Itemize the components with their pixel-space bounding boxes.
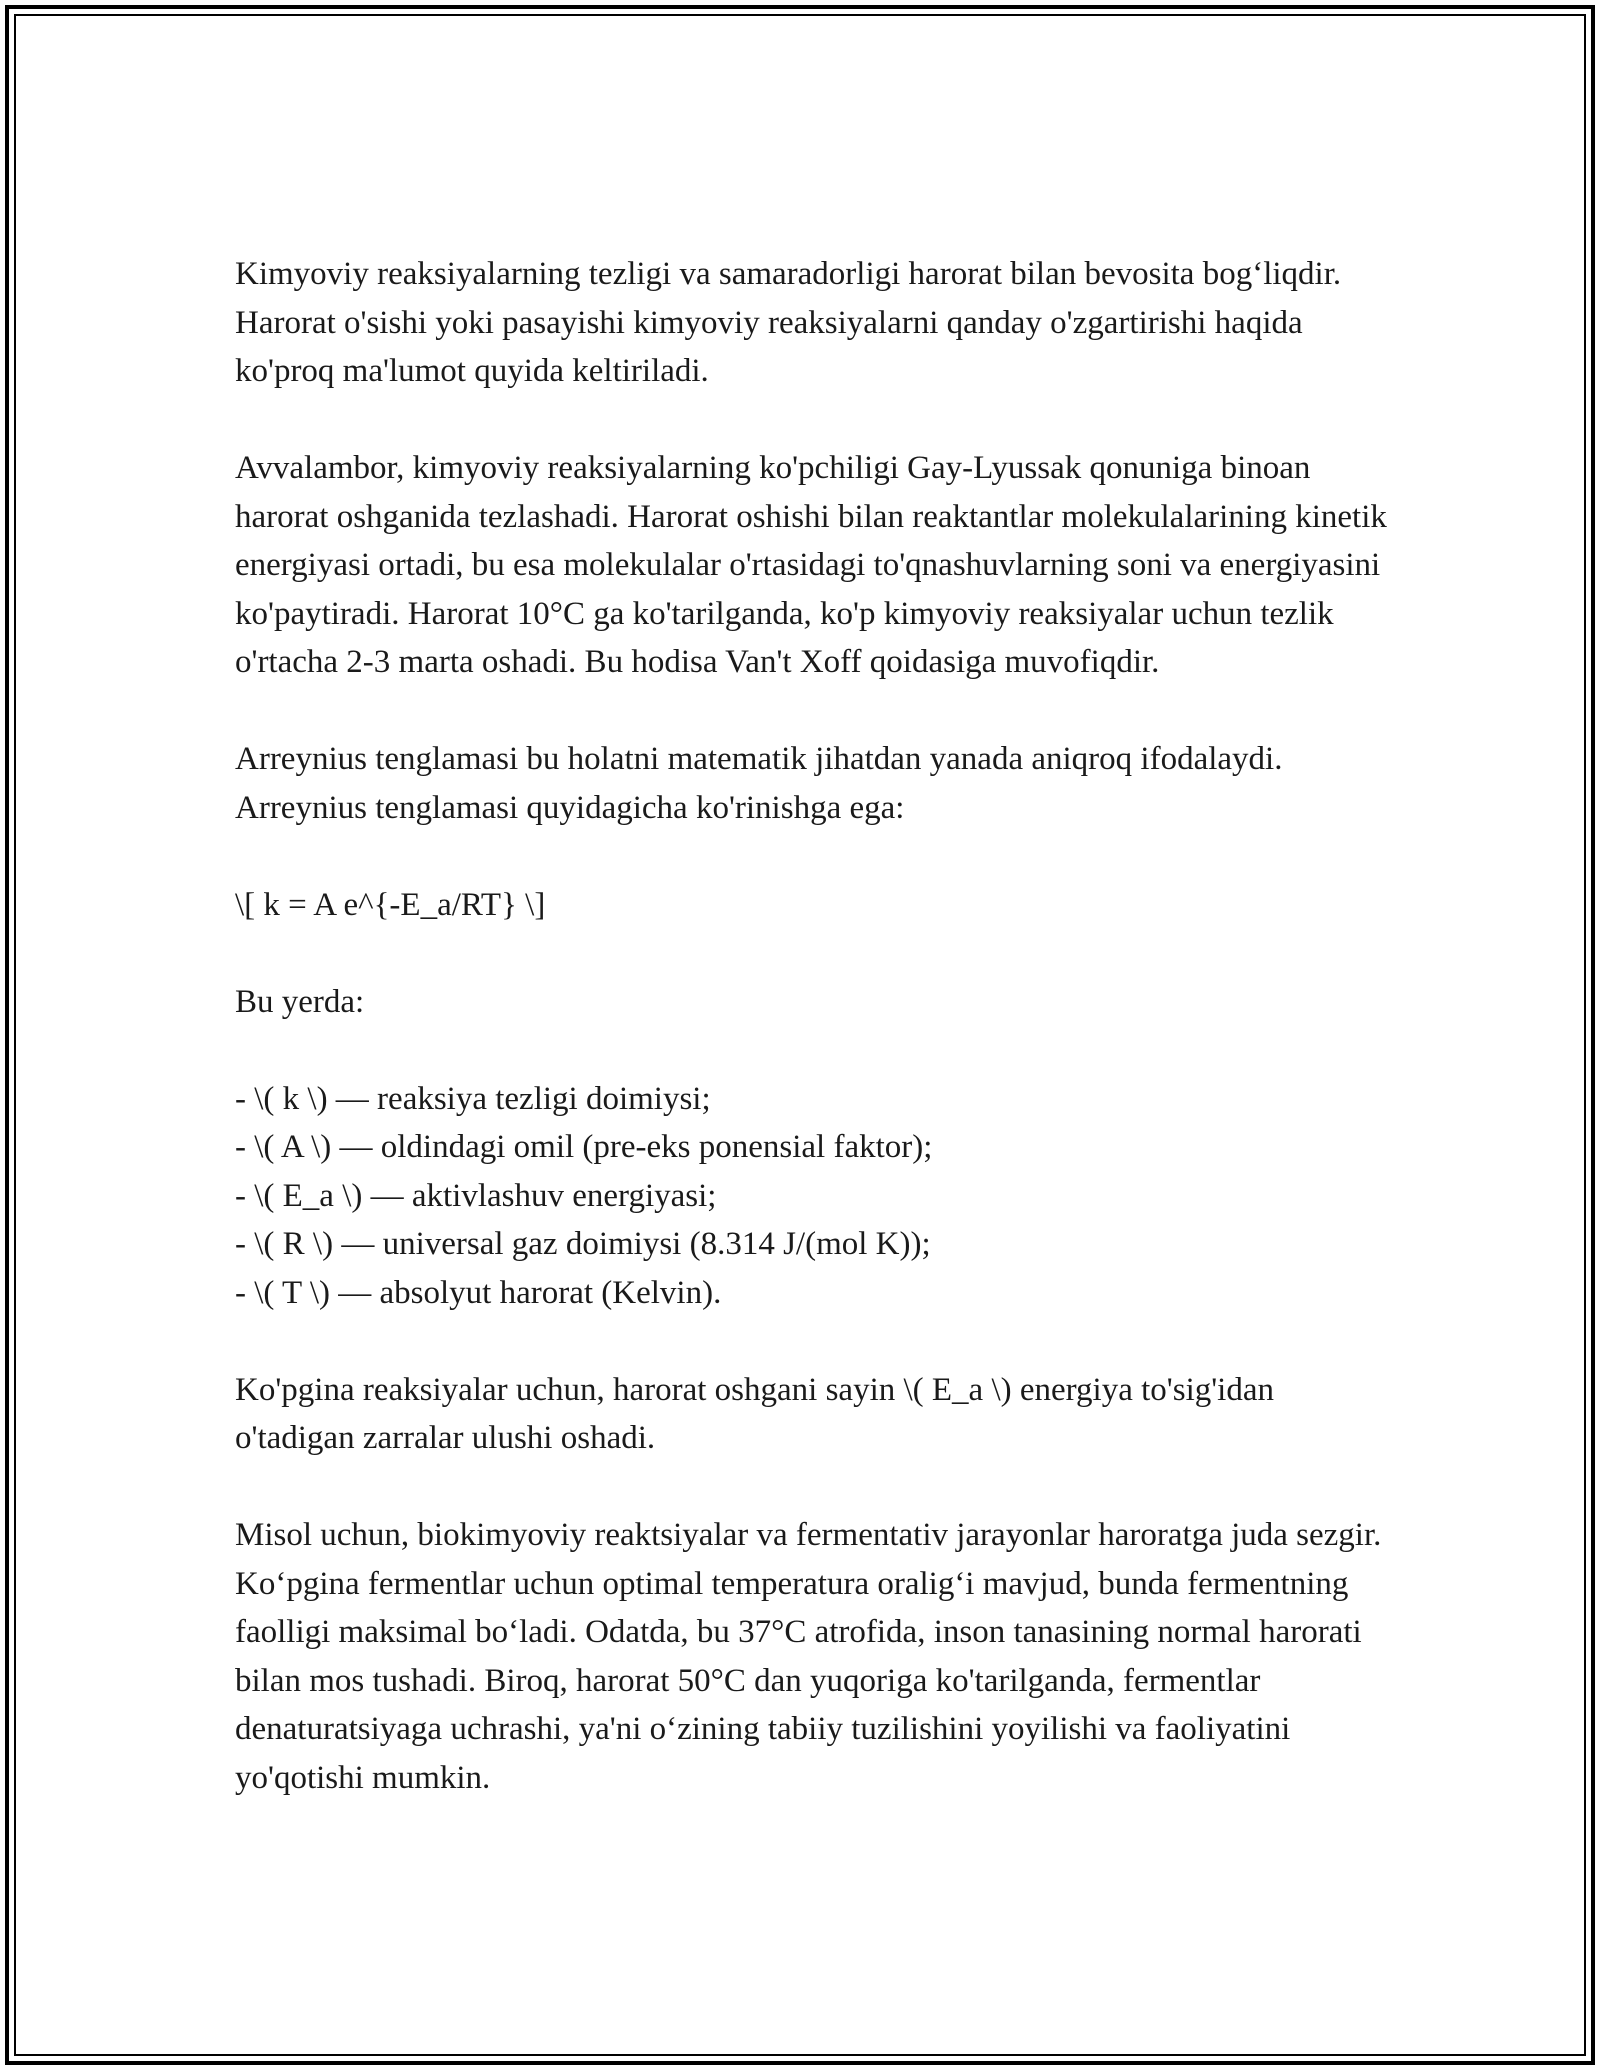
gay-lussac-paragraph: Avvalambor, kimyoviy reaksiyalarning ko'pchiligi Gay-Lyussak qonuniga binoan harorat oshganida tezlashadi. Harorat oshishi bilan reaktantlar molekulalarining kinetik energiyasi ortadi, bu esa molekulalar o'rtasidagi to'qnashuvlarning soni va energiyasini ko'paytiradi. Harorat 10°C ga ko'tarilganda, ko'p kimyoviy reaksiyalar uchun tezlik o'rtacha 2-3 marta oshadi. Bu hodisa Van't Xoff qoidasiga muvofiqdir. xyxy=(235,450,1387,680)
definition-item-ea: - \( E_a \) — aktivlashuv energiyasi; xyxy=(235,1177,717,1214)
definition-item-a: - \( A \) — oldindagi omil (pre-eks ponensial faktor); xyxy=(235,1129,933,1165)
document-body xyxy=(235,250,1395,1851)
energy-barrier-paragraph: Ko'pgina reaksiyalar uchun, harorat oshgani sayin \( E_a \) energiya to'sig'idan o'tadigan zarralar ulushi oshadi. xyxy=(235,1371,1275,1456)
arrhenius-equation: \[ k = A e^{-E_a/RT} \] xyxy=(235,886,546,923)
definition-item-r: - \( R \) — universal gaz doimiysi (8.314 J/(mol K)); xyxy=(235,1226,931,1262)
definition-item-k: - \( k \) — reaksiya tezligi doimiysi; xyxy=(235,1080,711,1117)
enzyme-paragraph: Misol uchun, biokimyoviy reaktsiyalar va fermentativ jarayonlar haroratga juda sezgir. Ko‘pgina fermentlar uchun optimal temperatura oralig‘i mavjud, bunda fermentning faolligi maksimal bo‘ladi. Odatda, bu 37°C atrofida, inson tanasining normal harorati bilan mos tushadi. Biroq, harorat 50°C dan yuqoriga ko'tarilganda, fermentlar denaturatsiyaga uchrashi, ya'ni o‘zining tabiiy tuzilishini yoyilishi va faoliyatini yo'qotishi mumkin. xyxy=(235,1517,1382,1796)
intro-paragraph: Kimyoviy reaksiyalarning tezligi va samaradorligi harorat bilan bevosita bog‘liqdir. Harorat o'sishi yoki pasayishi kimyoviy reaksiyalarni qanday o'zgartirishi haqida ko'proq ma'lumot quyida keltiriladi. xyxy=(235,256,1342,389)
definition-list xyxy=(235,1075,1395,1318)
where-label: Bu yerda: xyxy=(235,983,365,1020)
definition-item-t: - \( T \) — absolyut harorat (Kelvin). xyxy=(235,1274,722,1311)
arrhenius-intro-paragraph: Arreynius tenglamasi bu holatni matematik jihatdan yanada aniqroq ifodalaydi. Arreynius tenglamasi quyidagicha ko'rinishga ega: xyxy=(235,741,1283,826)
